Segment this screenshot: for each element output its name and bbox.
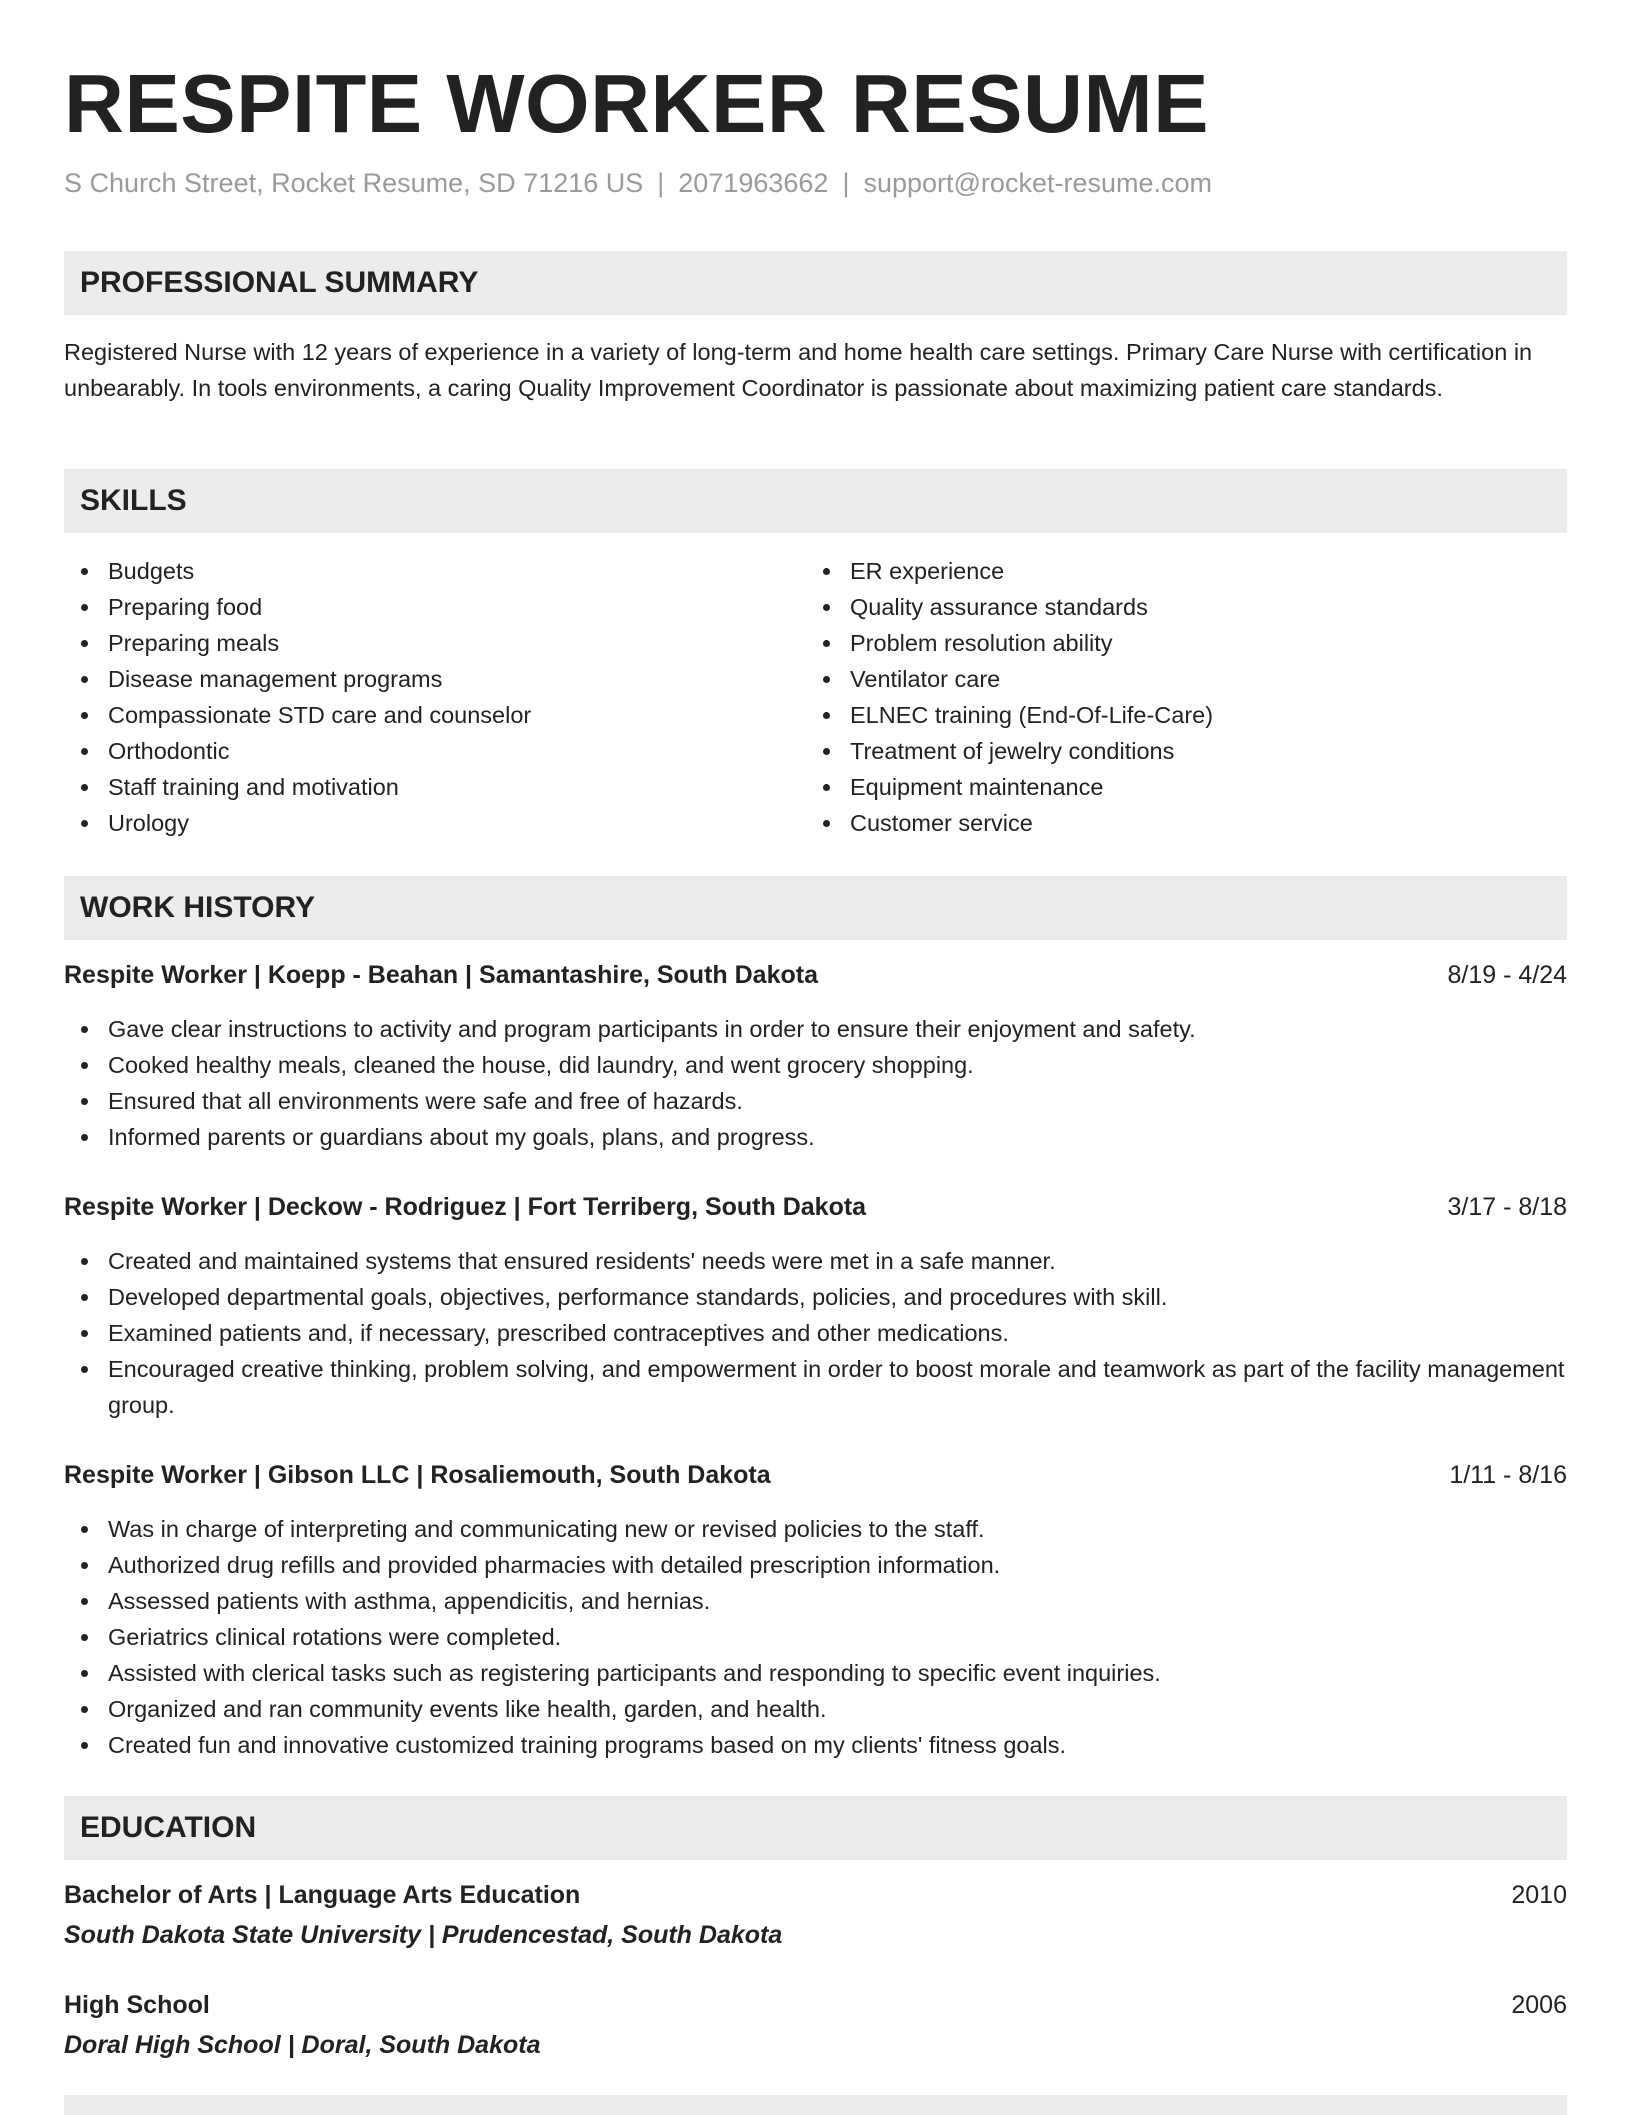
job-title: Respite Worker | Deckow - Rodriguez | Fort Terriberg, South Dakota — [64, 1193, 867, 1221]
skill-item: Ventilator care — [806, 661, 1548, 697]
education-school: South Dakota State University | Prudencestad, South Dakota — [64, 1921, 783, 1949]
job-bullet: Informed parents or guardians about my goals, plans, and progress. — [64, 1119, 1567, 1155]
skill-item: ER experience — [806, 553, 1548, 589]
job-bullet: Assessed patients with asthma, appendicitis, and hernias. — [64, 1583, 1567, 1619]
skills-column-right — [806, 553, 1548, 841]
education-degree: High School — [64, 1991, 210, 2019]
skill-item: Equipment maintenance — [806, 769, 1548, 805]
section-header-cutoff — [64, 2095, 1567, 2115]
job-entry — [64, 1457, 1567, 1763]
education-header — [64, 1987, 1567, 2023]
job-dates: 1/11 - 8/16 — [1449, 1461, 1567, 1489]
job-bullet: Examined patients and, if necessary, prescribed contraceptives and other medications. — [64, 1315, 1567, 1351]
skill-item: Compassionate STD care and counselor — [64, 697, 806, 733]
job-header — [64, 957, 1567, 993]
skill-item: Urology — [64, 805, 806, 841]
job-bullet: Cooked healthy meals, cleaned the house, did laundry, and went grocery shopping. — [64, 1047, 1567, 1083]
job-bullet: Geriatrics clinical rotations were completed. — [64, 1619, 1567, 1655]
job-bullet: Gave clear instructions to activity and program participants in order to ensure their enjoyment and safety. — [64, 1011, 1567, 1047]
skill-item: Preparing food — [64, 589, 806, 625]
education-entry — [64, 1877, 1567, 1953]
job-title: Respite Worker | Koepp - Beahan | Samantashire, South Dakota — [64, 961, 818, 989]
skill-item: Problem resolution ability — [806, 625, 1548, 661]
job-bullet: Created fun and innovative customized training programs based on my clients' fitness goals. — [64, 1727, 1567, 1763]
skill-item: Staff training and motivation — [64, 769, 806, 805]
contact-separator: | — [657, 168, 665, 198]
contact-email: support@rocket-resume.com — [863, 168, 1212, 198]
resume-title: RESPITE WORKER RESUME — [64, 57, 1209, 150]
skill-item: Orthodontic — [64, 733, 806, 769]
skill-item: Treatment of jewelry conditions — [806, 733, 1548, 769]
job-bullet: Assisted with clerical tasks such as registering participants and responding to specific event inquiries. — [64, 1655, 1567, 1691]
education-entry — [64, 1987, 1567, 2063]
job-bullet: Developed departmental goals, objectives, performance standards, policies, and procedures with skill. — [64, 1279, 1567, 1315]
contact-address: S Church Street, Rocket Resume, SD 71216 US — [64, 168, 644, 198]
skills-column-left — [64, 553, 806, 841]
job-entry — [64, 957, 1567, 1155]
skills-list — [64, 553, 1567, 841]
section-header-skills: SKILLS — [64, 469, 1567, 533]
job-bullet: Ensured that all environments were safe and free of hazards. — [64, 1083, 1567, 1119]
job-title: Respite Worker | Gibson LLC | Rosaliemouth, South Dakota — [64, 1461, 771, 1489]
skill-item: ELNEC training (End-Of-Life-Care) — [806, 697, 1548, 733]
education-school: Doral High School | Doral, South Dakota — [64, 2031, 541, 2059]
education-header — [64, 1877, 1567, 1913]
job-entry — [64, 1189, 1567, 1423]
education-year: 2006 — [1511, 1991, 1567, 2019]
job-bullets — [64, 1511, 1567, 1763]
job-bullet: Encouraged creative thinking, problem solving, and empowerment in order to boost morale and teamwork as part of the facility management group. — [64, 1351, 1567, 1423]
section-header-work-history: WORK HISTORY — [64, 876, 1567, 940]
job-bullet: Created and maintained systems that ensured residents' needs were met in a safe manner. — [64, 1243, 1567, 1279]
education-year: 2010 — [1511, 1881, 1567, 1909]
section-header-summary: PROFESSIONAL SUMMARY — [64, 251, 1567, 315]
contact-line — [64, 168, 1212, 199]
job-bullet: Authorized drug refills and provided pharmacies with detailed prescription information. — [64, 1547, 1567, 1583]
job-dates: 8/19 - 4/24 — [1447, 961, 1567, 989]
skill-item: Preparing meals — [64, 625, 806, 661]
contact-separator: | — [842, 168, 850, 198]
education-degree: Bachelor of Arts | Language Arts Education — [64, 1881, 581, 1909]
skill-item: Quality assurance standards — [806, 589, 1548, 625]
job-bullets — [64, 1243, 1567, 1423]
job-header — [64, 1189, 1567, 1225]
job-bullets — [64, 1011, 1567, 1155]
skill-item: Disease management programs — [64, 661, 806, 697]
section-header-education: EDUCATION — [64, 1796, 1567, 1860]
job-dates: 3/17 - 8/18 — [1447, 1193, 1567, 1221]
contact-phone: 2071963662 — [678, 168, 829, 198]
job-header — [64, 1457, 1567, 1493]
skill-item: Customer service — [806, 805, 1548, 841]
skill-item: Budgets — [64, 553, 806, 589]
summary-text: Registered Nurse with 12 years of experience in a variety of long-term and home health care settings. Primary Care Nurse with certification in unbearably. In tools environments, a caring Quality Improvement Coordinator is passionate about maximizing patient care standards. — [64, 339, 1533, 401]
job-bullet: Was in charge of interpreting and communicating new or revised policies to the staff. — [64, 1511, 1567, 1547]
job-bullet: Organized and ran community events like health, garden, and health. — [64, 1691, 1567, 1727]
